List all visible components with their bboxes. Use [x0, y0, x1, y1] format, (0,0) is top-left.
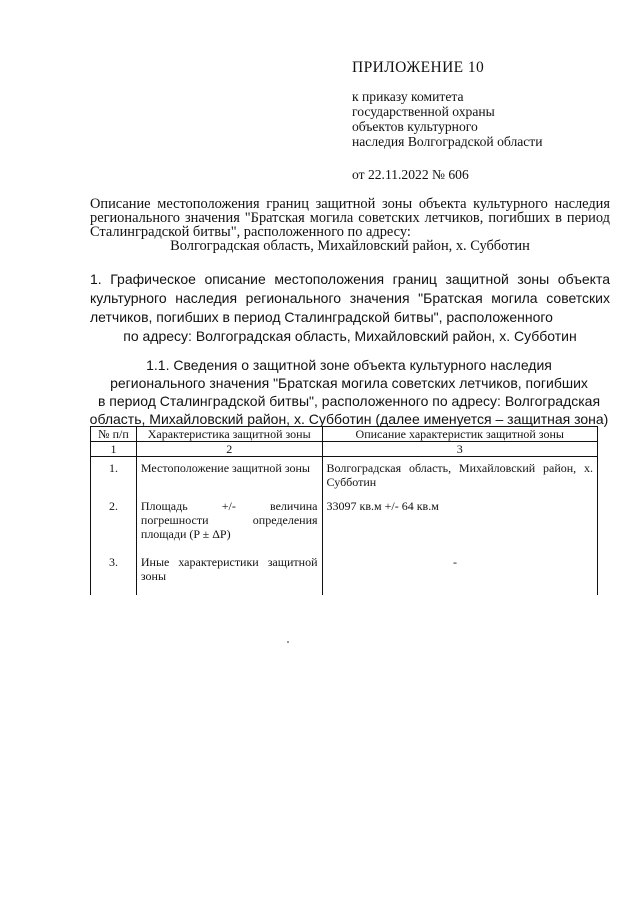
section-1-text: 1. Графическое описание местоположения границ защитной зоны объекта культурного наследия регионального значения "Братская могила советских летчиков, погибших в период Сталинградской битвы", расположенного — [90, 271, 610, 325]
row-number: 3. — [91, 555, 137, 595]
row-value-cell — [322, 555, 597, 595]
section-1-1-heading — [88, 356, 610, 428]
section-1-1-line: регионального значения "Братская могила советских летчиков, погибших — [110, 375, 588, 391]
row-characteristic: Местоположение защитной зоны — [136, 457, 322, 500]
row-value: 33097 кв.м +/- 64 кв.м — [322, 499, 597, 555]
row-number: 1. — [91, 457, 137, 500]
section-1-1-line: область, Михайловский район, х. Субботин (далее именуется – защитная зона) — [89, 411, 609, 427]
row-characteristic: Иные характеристики защитной зоны — [136, 555, 322, 595]
table-row — [91, 499, 598, 555]
appendix-line: объектов культурного — [352, 119, 478, 134]
table-index-row — [91, 442, 598, 457]
table-index-cell: 1 — [91, 442, 137, 457]
description-text: Описание местоположения границ защитной зоны объекта культурного наследия регионального значения "Братская могила советских летчиков, погибших в период Сталинградской битвы", расположенного по адресу: — [90, 196, 610, 240]
description-heading — [90, 197, 610, 253]
row-number: 2. — [91, 499, 137, 555]
protective-zone-table — [90, 426, 598, 595]
section-1-1-line: 1.1. Сведения о защитной зоне объекта культурного наследия — [146, 357, 552, 373]
appendix-block — [352, 60, 612, 182]
table-index-cell: 2 — [136, 442, 322, 457]
table-header-characteristic: Характеристика защитной зоны — [136, 427, 322, 442]
appendix-date: от 22.11.2022 № 606 — [352, 167, 469, 182]
section-1-heading — [90, 270, 610, 346]
appendix-line: к приказу комитета — [352, 89, 464, 104]
table-index-cell: 3 — [322, 442, 597, 457]
appendix-line: государственной охраны — [352, 104, 495, 119]
appendix-title: ПРИЛОЖЕНИЕ 10 — [352, 59, 485, 76]
scan-speck — [287, 641, 289, 643]
table-header-row — [91, 427, 598, 442]
row-characteristic: Площадь +/- величина погрешности определения площади (P ± ΔP) — [136, 499, 322, 555]
table-header-number: № п/п — [91, 427, 137, 442]
table-header-description: Описание характеристик защитной зоны — [322, 427, 597, 442]
section-1-1-line: в период Сталинградской битвы", расположенного по адресу: Волгоградская — [97, 393, 601, 409]
row-value: Волгоградская область, Михайловский район, х. Субботин — [322, 457, 597, 500]
section-1-address: по адресу: Волгоградская область, Михайловский район, х. Субботин — [123, 328, 577, 344]
row-value: - — [453, 555, 457, 569]
appendix-line: наследия Волгоградской области — [352, 134, 543, 149]
table-row — [91, 457, 598, 500]
description-address: Волгоградская область, Михайловский район, х. Субботин — [170, 238, 530, 254]
table-row — [91, 555, 598, 595]
